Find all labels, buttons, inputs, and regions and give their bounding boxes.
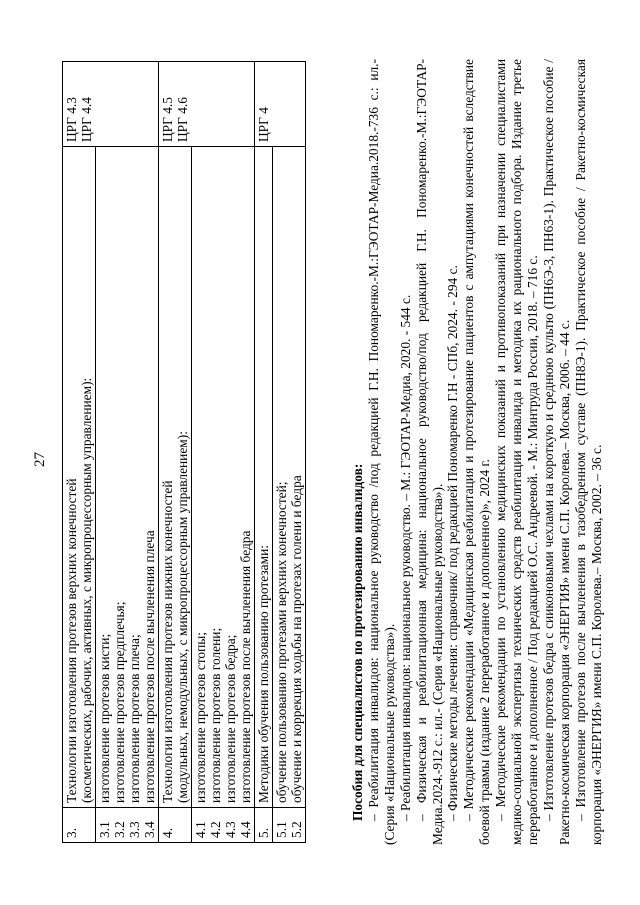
item-number: 4.1 [193, 821, 208, 838]
bibliography-item: – Изготовление протезов бедра с сииконовыми чехлами на короткую и среднюю культю (ПН6Э-3, ПН63-1). Практическое пособие / Ракетно-космическая корпорация «ЭНЕРГИЯ» имени С.П. Королева.– Москва, 2006. – 44 с. [540, 59, 572, 845]
competency-codes [159, 62, 255, 147]
item-text: изготовление протезов предплечья; [112, 601, 127, 803]
section-subtitle: (модульных, немодульных, с микропроцессорным управлением): [175, 431, 190, 803]
competency-code: ЦРГ 4.4 [79, 97, 94, 142]
item-text: изготовление протезов кисти; [97, 633, 112, 803]
section-number: 3. [63, 808, 96, 843]
item-number: 3.2 [112, 821, 127, 838]
bibliography-item: – Реабилитация инвалидов: национальное руководство. – М.: ГЭОТАР-Медиа, 2020. - 544 с. [397, 294, 413, 821]
competency-code: ЦРГ 4.6 [175, 97, 190, 142]
item-text: изготовление протезов после вычленения бедра [238, 530, 253, 803]
item-text: обучение и коррекция ходьбы на протезах голени и бедра [289, 475, 304, 803]
section-title-cell [63, 147, 96, 808]
bibliography-item: – Физическая и реабилитационная медицина: национальное руководство/под редакцией Г.Н. Пономаренко.-М.:ГЭОТАР-Медиа.2024.-912 с.: ил.- (Серия «Национальные руководства»). [413, 59, 445, 845]
bibliography-item: – Физические методы лечения: справочник/ под редакцией Пономаренко Г.Н - СПб, 2024. - 294 с. [445, 265, 461, 821]
table-row [159, 62, 192, 843]
bibliography-item: – Методические рекомендации «Медицинская реабилитация и протезирование пациентов с ампутациями конечностей вследствие боевой травмы (издание 2 переработанное и дополненное)», 2024 г. [461, 59, 493, 845]
item-text: изготовление протезов голени; [208, 627, 223, 803]
bibliography-item: – Изготовление протезов после вычленения в тазобедренном суставе (ПН8Э-1). Практическое пособие / Ракетно-космическая корпорация «ЭНЕРГИЯ» имени С.П. Королева.– Москва, 2002. – 36 с. [572, 59, 604, 845]
item-text: изготовление протезов бедра; [223, 634, 238, 803]
item-number: 4.2 [208, 821, 223, 838]
table-row [96, 62, 159, 843]
item-texts [273, 147, 306, 808]
item-texts [96, 147, 159, 808]
item-number: 5.1 [274, 821, 289, 838]
item-numbers [273, 808, 306, 843]
table-row [192, 62, 255, 843]
competency-code: ЦРГ 4.5 [160, 97, 175, 142]
competency-codes [63, 62, 159, 147]
competency-table [62, 61, 306, 843]
competency-code: ЦРГ 4 [256, 107, 271, 142]
competency-code: ЦРГ 4.3 [64, 97, 79, 142]
item-number: 4.3 [223, 821, 238, 838]
item-number: 3.3 [127, 821, 142, 838]
section-number: 4. [159, 808, 192, 843]
section-title: Методики обучения пользованию протезами: [256, 545, 271, 803]
bibliography [350, 59, 605, 845]
table-row [63, 62, 96, 843]
table-row [255, 62, 273, 843]
section-number: 5. [255, 808, 273, 843]
section-title-cell [255, 147, 273, 808]
item-numbers [96, 808, 159, 843]
item-text: изготовление протезов после вычленения плеча [142, 530, 157, 803]
page-number: 27 [32, 452, 48, 467]
competency-codes [255, 62, 306, 147]
item-number: 4.4 [238, 821, 253, 838]
item-number: 3.4 [142, 821, 157, 838]
table-row [273, 62, 306, 843]
section-title: Технологии изготовления протезов верхних конечностей [64, 478, 79, 803]
bibliography-item: – Методические рекомендации по установлению медицинских показаний и противопоказаний при назначении специалистами медико-социальной экспертизы технических средств реабилитации инвалида и методика их рационального подбора. Издание третье переработанное и дополненное / Под редакцией О.С. Андреевой. - М.: Минтруда России, 2018. – 716 с. [493, 59, 540, 845]
bibliography-heading: Пособия для специалистов по протезированию инвалидов: [350, 463, 365, 821]
item-text: обучение пользованию протезами верхних конечностей; [274, 481, 289, 803]
section-subtitle: (косметических, рабочих, активных, с микропроцессорным управлением): [79, 377, 94, 803]
item-text: изготовление протезов плеча; [127, 634, 142, 803]
section-title: Технологии изготовления протезов нижних конечностей [160, 480, 175, 803]
item-texts [192, 147, 255, 808]
bibliography-item: – Реабилитация инвалидов: национальное руководство /под редакцией Г.Н. Пономаренко.-М.:ГЭОТАР-Медиа.2018.-736 с.: ил.- (Серия «Национальные руководства»). [365, 59, 397, 845]
section-title-cell [159, 147, 192, 808]
item-text: изготовление протезов стопы; [193, 631, 208, 803]
item-numbers [192, 808, 255, 843]
item-number: 3.1 [97, 821, 112, 838]
item-number: 5.2 [289, 821, 304, 838]
